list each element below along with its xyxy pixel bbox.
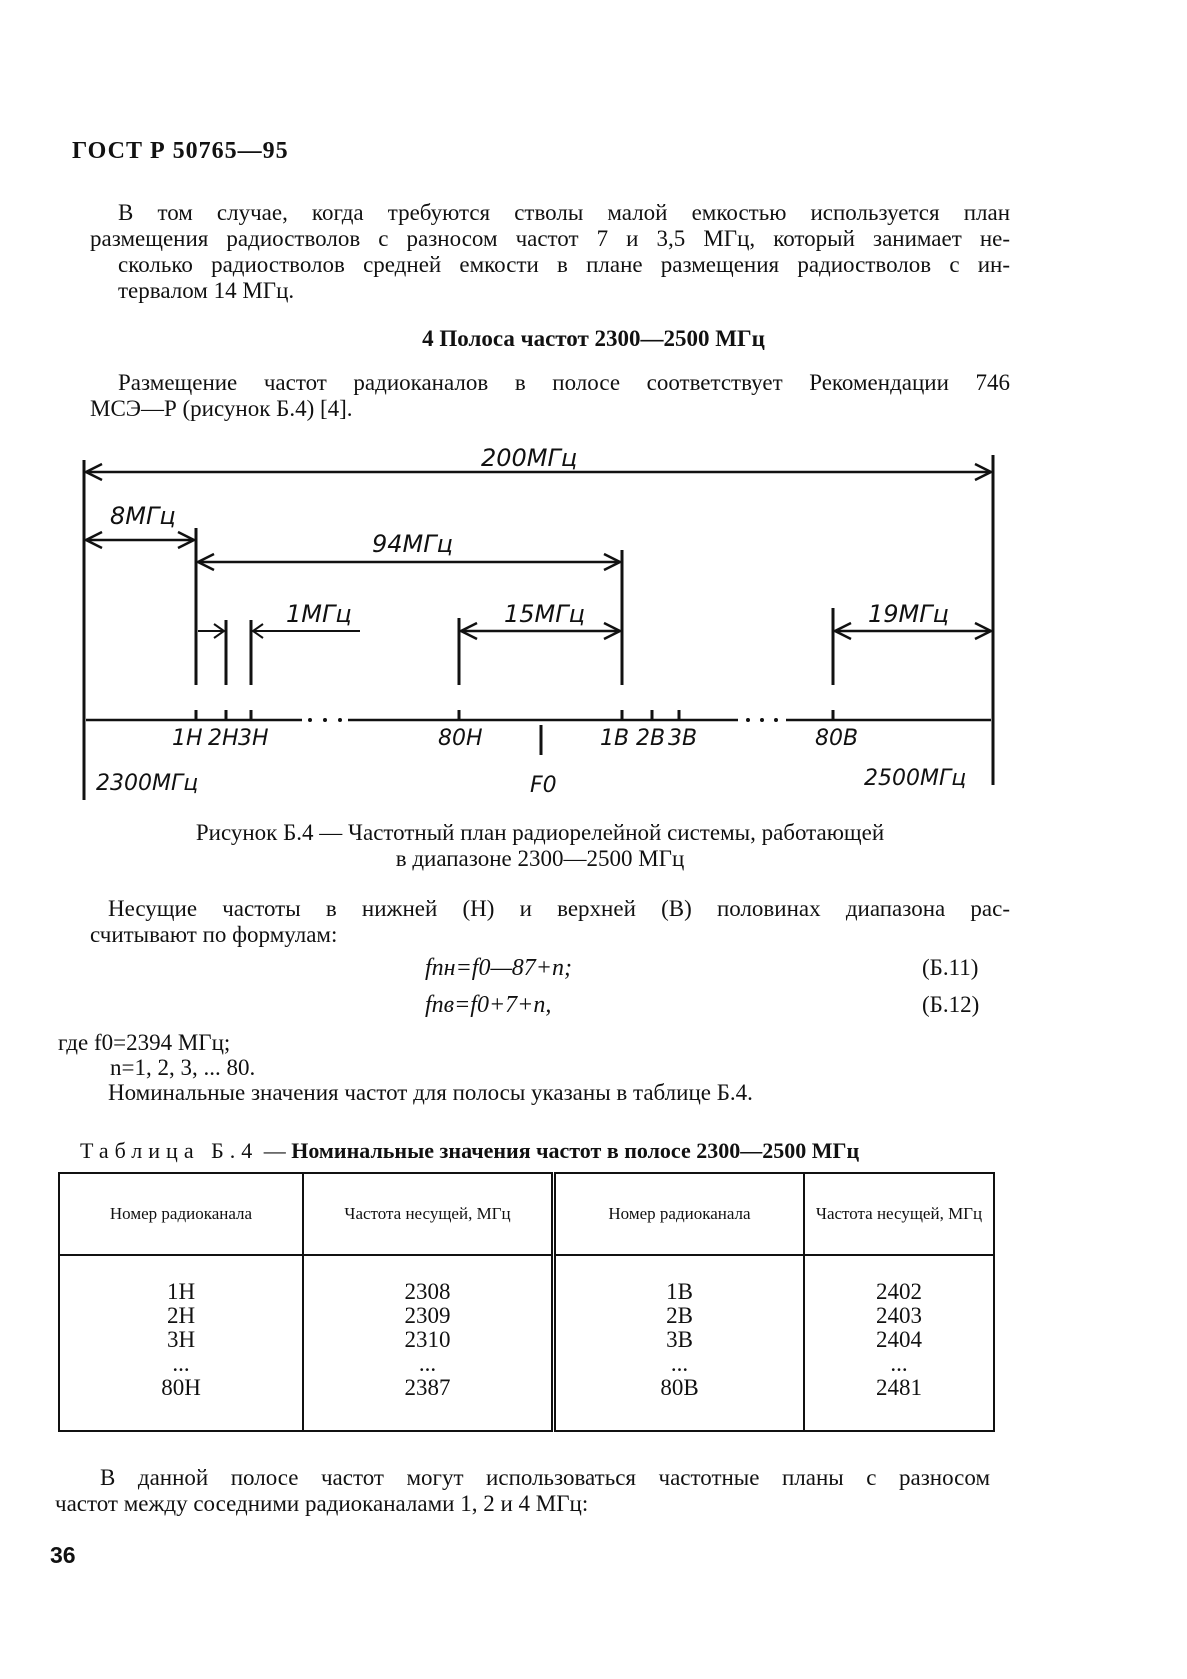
- col-channel-high: [554, 1255, 805, 1431]
- table-cell: ...: [418, 1351, 437, 1376]
- closing-line-1: В данной полосе частот могут использоваться частотные планы с разносом: [100, 1465, 990, 1490]
- table-cell: 3В: [666, 1327, 693, 1352]
- header-channel-number-low: Номер радиоканала: [59, 1173, 303, 1255]
- intro-paragraph: [90, 200, 1010, 304]
- label-1b: 1В: [600, 726, 630, 751]
- intro-line: сколько радиостволов средней емкости в плане размещения радиостволов с ин-: [118, 252, 1010, 277]
- formula-b11-number: (Б.11): [922, 955, 979, 980]
- page-number: 36: [50, 1542, 76, 1568]
- label-2300mhz: 2300МГц: [96, 771, 199, 796]
- table-cell: ...: [890, 1351, 908, 1376]
- col-frequency-low: [303, 1255, 554, 1431]
- table-caption-title: Номинальные значения частот в полосе 2300—2500 МГц: [291, 1138, 860, 1163]
- table-cell: 80В: [660, 1375, 699, 1400]
- table-cell: 2402: [876, 1279, 922, 1304]
- table-cell: 2309: [404, 1303, 451, 1328]
- label-200mhz: 200МГц: [481, 444, 578, 472]
- col-channel-low: [59, 1255, 303, 1431]
- table-caption-label: Таблица Б.4: [80, 1138, 259, 1163]
- placement-line-1: Размещение частот радиоканалов в полосе соответствует Рекомендации 746: [118, 370, 1010, 395]
- label-94mhz: 94МГц: [372, 530, 453, 558]
- header-carrier-frequency-low: Частота несущей, МГц: [303, 1173, 554, 1255]
- placement-line-2: МСЭ—Р (рисунок Б.4) [4].: [90, 396, 353, 421]
- table-cell: 2В: [666, 1303, 693, 1328]
- header-carrier-frequency-high: Частота несущей, МГц: [804, 1173, 994, 1255]
- table-caption: Таблица Б.4 — Номинальные значения частот в полосе 2300—2500 МГц: [80, 1138, 860, 1163]
- formula-b12-number: (Б.12): [922, 992, 980, 1017]
- figure-caption-line-2: в диапазоне 2300—2500 МГц: [395, 846, 685, 871]
- table-cell: 2403: [876, 1303, 922, 1328]
- where-f0: где f0=2394 МГц;: [58, 1030, 231, 1055]
- table-cell: ...: [670, 1351, 689, 1376]
- intro-line: тервалом 14 МГц.: [118, 278, 295, 303]
- carrier-line-1: Несущие частоты в нижней (Н) и верхней (В) половинах диапазона рас-: [108, 896, 1010, 921]
- nominal-note: Номинальные значения частот для полосы указаны в таблице Б.4.: [108, 1080, 753, 1105]
- placement-paragraph: [90, 370, 1010, 422]
- label-19mhz: 19МГц: [868, 600, 949, 628]
- formula-b11: fпн=f0—87+n;: [425, 955, 572, 981]
- label-8mhz: 8МГц: [110, 502, 176, 530]
- table-cell: 2Н: [166, 1303, 196, 1328]
- label-3b: 3В: [668, 726, 698, 751]
- label-f0: F0: [530, 773, 557, 798]
- table-cell: 1В: [666, 1279, 693, 1304]
- header-channel-number-high: Номер радиоканала: [554, 1173, 805, 1255]
- table-cell: 2310: [404, 1327, 451, 1352]
- intro-line: размещения радиостволов с разносом частот 7 и 3,5 МГц, который занимает не-: [90, 226, 1010, 251]
- frequency-table: [58, 1172, 995, 1432]
- closing-paragraph: [55, 1465, 990, 1517]
- table-cell: 3Н: [166, 1327, 196, 1352]
- section-title: 4 Полоса частот 2300—2500 МГц: [422, 326, 765, 351]
- table-cell: 2387: [404, 1375, 451, 1400]
- table-cell: 1Н: [166, 1279, 196, 1304]
- figure-caption: [0, 820, 1080, 872]
- label-2500mhz: 2500МГц: [864, 766, 967, 791]
- col-frequency-high: [804, 1255, 994, 1431]
- carrier-line-2: считывают по формулам:: [90, 922, 338, 947]
- label-1mhz: 1МГц: [286, 600, 352, 628]
- label-80h: 80Н: [438, 726, 483, 751]
- table-header-row: [59, 1173, 994, 1255]
- label-80b: 80В: [815, 726, 859, 751]
- table-row: [59, 1255, 994, 1431]
- formula-b12: fпв=f0+7+n,: [425, 992, 552, 1018]
- document-header: ГОСТ Р 50765—95: [72, 138, 289, 164]
- intro-line: В том случае, когда требуются стволы малой емкостью используется план: [118, 200, 1010, 225]
- label-3h: 3Н: [238, 726, 269, 751]
- label-2h: 2Н: [208, 726, 239, 751]
- table-cell: 2404: [876, 1327, 922, 1352]
- where-n: n=1, 2, 3, ... 80.: [110, 1055, 256, 1080]
- carrier-paragraph: [90, 896, 1010, 948]
- table-cell: 2481: [876, 1375, 922, 1400]
- table-cell: ...: [172, 1351, 190, 1376]
- label-2b: 2В: [636, 726, 666, 751]
- figure-caption-line-1: Рисунок Б.4 — Частотный план радиорелейной системы, работающей: [195, 820, 885, 845]
- label-15mhz: 15МГц: [504, 600, 585, 628]
- table-cell: 2308: [404, 1279, 451, 1304]
- table-cell: 80Н: [161, 1375, 201, 1400]
- frequency-plan-diagram: [0, 440, 1187, 810]
- closing-line-2: частот между соседними радиоканалами 1, 2 и 4 МГц:: [55, 1491, 589, 1516]
- label-1h: 1Н: [172, 726, 203, 751]
